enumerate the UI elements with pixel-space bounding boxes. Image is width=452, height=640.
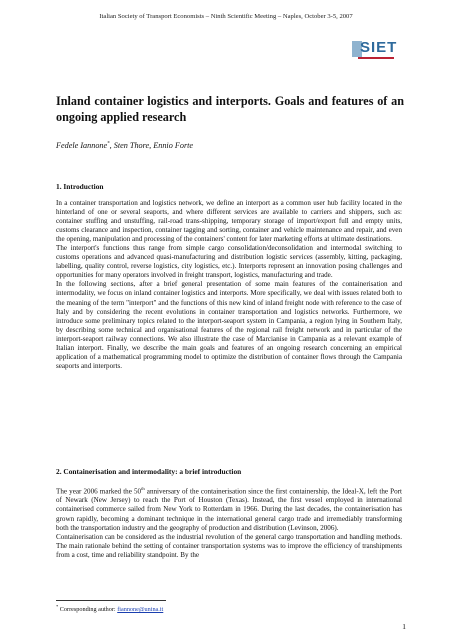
footnote-rule	[56, 600, 166, 601]
logo-text: SIET	[360, 39, 398, 56]
paragraph: Containerisation can be considered as the industrial revolution of the general cargo transportation and handling methods. The main rationale behind the setting of container transportation systems was to improve the efficiency of transhipments from a cost, time and reliability standpoint. By the	[56, 532, 402, 559]
author-email-link[interactable]: fiannone@unina.it	[117, 606, 164, 614]
paragraph: The interport's functions thus range from simple cargo consolidation/deconsolidation and intermodal switching to customs operations and advanced quasi-manufacturing and distribution logistic services (assembly, kitting, packaging, labelling, quality control, reverse logistics, city logistics, etc.). Interports represent an innovation posing challenges and opportunities for many operators involved in freight transport, logistics, manufacturing and trade.	[56, 244, 402, 280]
section-heading-introduction: 1. Introduction	[56, 182, 104, 191]
author-footnote-mark: *	[107, 141, 110, 147]
paper-title: Inland container logistics and interports. Goals and features of an ongoing applied research	[56, 94, 404, 124]
section-body-introduction	[56, 199, 402, 371]
paragraph: The year 2006 marked the 50th anniversary of the containerisation since the first containership, the Ideal-X, left the Port of Newark (New Jersey) to reach the Port of Houston (Texas). Instead, the first vessel employed in international containerised commerce sailed from New York to Rotterdam in 1966. During the last decades, the containerisation has grown rapidly, becoming a dominant technique in the international general cargo trade and irremediably transforming both the transportation industry and the geography of production and distribution (Levinson, 2006).	[56, 486, 402, 532]
running-header: Italian Society of Transport Economists – Ninth Scientific Meeting – Naples, October 3-5, 2007	[99, 13, 353, 20]
author-list	[56, 141, 404, 150]
footnote	[56, 604, 396, 613]
paragraph: In a container transportation and logistics network, we define an interport as a common user hub facility located in the hinterland of one or several seaports, and where different services are available to carriers and shippers, such as: container stuffing and unstuffing, rail-road trans-shipping, temporary storage of import/export full and empty units, customs clearance and inspection, container tagging and sorting, container and vehicle maintenance and repair, and even the opening, manipulation and processing of the containers' content for later marketing efforts at ultimate destinations.	[56, 199, 402, 244]
logo-underline	[358, 57, 394, 59]
section-heading-containerisation: 2. Containerisation and intermodality: a brief introduction	[56, 467, 242, 476]
section-body-containerisation	[56, 484, 402, 560]
footnote-mark: *	[56, 604, 59, 609]
author-rest: , Sten Thore, Ennio Forte	[109, 141, 194, 150]
author-first: Fedele Iannone	[56, 141, 108, 150]
paragraph: In the following sections, after a brief general presentation of some main features of the containerisation and intermodality, we focus on inland container logistics and interports. More specifically, we deal with issues related both to the meaning of the term "interport" and the functions of this new kind of inland freight node with reference to the case of Italy and by considering the recent evolutions in container transportation and logistics networks. Furthermore, we introduce some preliminary topics related to the interport-seaport system in Campania, a region lying in Southern Italy, by describing some technical and organisational features of the regional rail freight network and in particular of the interport-seaport railway connections. We also illustrate the case of Marcianise in Campania as a relevant example of Italian interport. Finally, we describe the main goals and features of an ongoing research concerning an empirical application of a mathematical programming model to optimize the distribution of container flows through the Campania seaports and interports.	[56, 280, 402, 370]
page-number: 1	[402, 622, 406, 631]
footnote-label: Corresponding author:	[59, 606, 118, 614]
siet-logo	[352, 38, 396, 60]
